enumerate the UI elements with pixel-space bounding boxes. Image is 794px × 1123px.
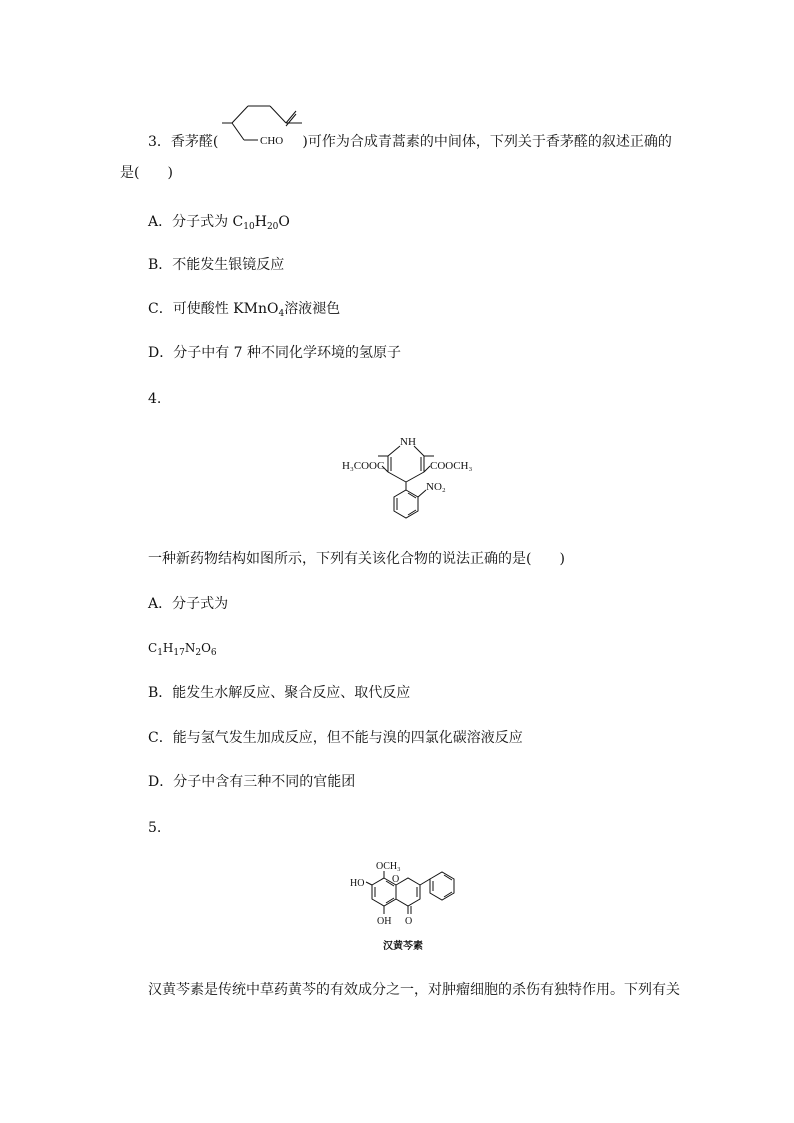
q3-number: 3． bbox=[148, 134, 171, 150]
benzene-ring bbox=[394, 490, 426, 518]
q4-number bbox=[148, 389, 161, 409]
q3-option-c-end: 溶液褪色 bbox=[284, 301, 341, 317]
q3-option-d bbox=[148, 343, 401, 363]
formula-sub: 17 bbox=[173, 648, 185, 658]
ho-label: HO bbox=[350, 878, 365, 889]
chain-bond bbox=[286, 111, 296, 123]
ho-bond bbox=[366, 882, 372, 885]
c-ring bbox=[396, 878, 420, 906]
q3-option-a-sub2: 20 bbox=[266, 222, 279, 232]
ring-bond bbox=[406, 472, 424, 482]
q4-option-b bbox=[148, 683, 410, 703]
formula-o: O bbox=[201, 641, 211, 655]
chain-bond bbox=[232, 123, 244, 140]
q4-number-text: 4. bbox=[148, 391, 162, 407]
q4-option-b-text: B．能发生水解反应、聚合反应、取代反应 bbox=[148, 685, 411, 701]
nitro-bond bbox=[418, 490, 426, 497]
right-ester-label: COOCH₃ bbox=[430, 460, 473, 472]
q3-option-b-text: B．不能发生银镜反应 bbox=[148, 257, 285, 273]
q3-option-c bbox=[148, 299, 340, 324]
q4-stem bbox=[148, 549, 565, 569]
q5-stem-text: 汉黄芩素是传统中草药黄芩的有效成分之一，对肿瘤细胞的杀伤有独特作用。下列有关 bbox=[148, 982, 680, 998]
q5-number bbox=[148, 818, 161, 838]
q3-option-d-text: D．分子中有 7 种不同化学环境的氢原子 bbox=[148, 345, 402, 361]
q3-stem-cont-text: 是( ) bbox=[120, 165, 173, 181]
q4-structure bbox=[340, 428, 490, 524]
q4-option-a bbox=[148, 594, 228, 614]
nitro-label: NO₂ bbox=[426, 481, 446, 493]
q4-option-c-text: C．能与氢气发生加成反应，但不能与溴的四氯化碳溶液反应 bbox=[148, 730, 523, 746]
q5-stem bbox=[148, 980, 680, 1000]
nh-label: NH bbox=[400, 436, 416, 448]
och3-label: OCH₃ bbox=[376, 861, 401, 872]
q3-option-a-prefix: A．分子式为 C bbox=[148, 214, 244, 230]
formula-c: C bbox=[148, 641, 158, 655]
ring-bond bbox=[388, 446, 400, 456]
ring-bond bbox=[388, 472, 406, 482]
formula-sub: 2 bbox=[195, 648, 202, 658]
formula-n: N bbox=[184, 641, 196, 655]
formula-h: H bbox=[162, 641, 174, 655]
ring-o-label: O bbox=[392, 874, 400, 885]
q3-stem-rest: )可作为合成青蒿素的中间体，下列关于香茅醛的叙述正确的 bbox=[302, 134, 672, 150]
q4-option-d-text: D．分子中含有三种不同的官能团 bbox=[148, 774, 356, 790]
q3-open-paren: ( bbox=[212, 134, 219, 150]
q3-option-a-end: O bbox=[278, 214, 290, 230]
q3-option-c-sub: 4 bbox=[278, 309, 285, 319]
cho-label: CHO bbox=[260, 135, 284, 147]
formula-sub: 6 bbox=[210, 648, 217, 658]
phenyl-bond bbox=[420, 879, 430, 885]
q3-compound-name: 香茅醛 bbox=[170, 134, 213, 150]
q5-number-text: 5. bbox=[148, 820, 162, 836]
q4-option-d bbox=[148, 772, 355, 792]
wogonin-caption: 汉黄芩素 bbox=[383, 941, 423, 952]
wogonin-skeleton bbox=[366, 871, 454, 914]
q3-option-c-prefix: C．可使酸性 KMnO bbox=[148, 301, 279, 317]
chain-bond bbox=[270, 106, 286, 123]
phenyl-ring bbox=[430, 872, 454, 900]
q3-option-a bbox=[148, 212, 290, 237]
oh-label: OH bbox=[377, 916, 392, 927]
q3-stem-cont bbox=[120, 163, 173, 183]
chain-bond bbox=[232, 106, 248, 123]
q4-stem-text: 一种新药物结构如图所示，下列有关该化合物的说法正确的是( ) bbox=[148, 551, 565, 567]
left-ester-label: H₃COOC bbox=[342, 460, 385, 472]
q3-option-b bbox=[148, 255, 284, 275]
citronellal-structure bbox=[222, 98, 308, 154]
formula-sub: 1 bbox=[157, 648, 163, 658]
benzene-hexagon bbox=[394, 490, 418, 518]
double-bond-line bbox=[286, 114, 296, 126]
q4-option-a-text: A．分子式为 bbox=[148, 596, 229, 612]
q3-option-a-sub1: 10 bbox=[243, 222, 255, 232]
q3-option-a-mid: H bbox=[254, 214, 267, 230]
q4-option-c bbox=[148, 728, 523, 748]
wogonin-structure bbox=[350, 858, 480, 954]
keto-o-label: O bbox=[405, 916, 413, 927]
q4-option-a-formula bbox=[148, 638, 217, 663]
